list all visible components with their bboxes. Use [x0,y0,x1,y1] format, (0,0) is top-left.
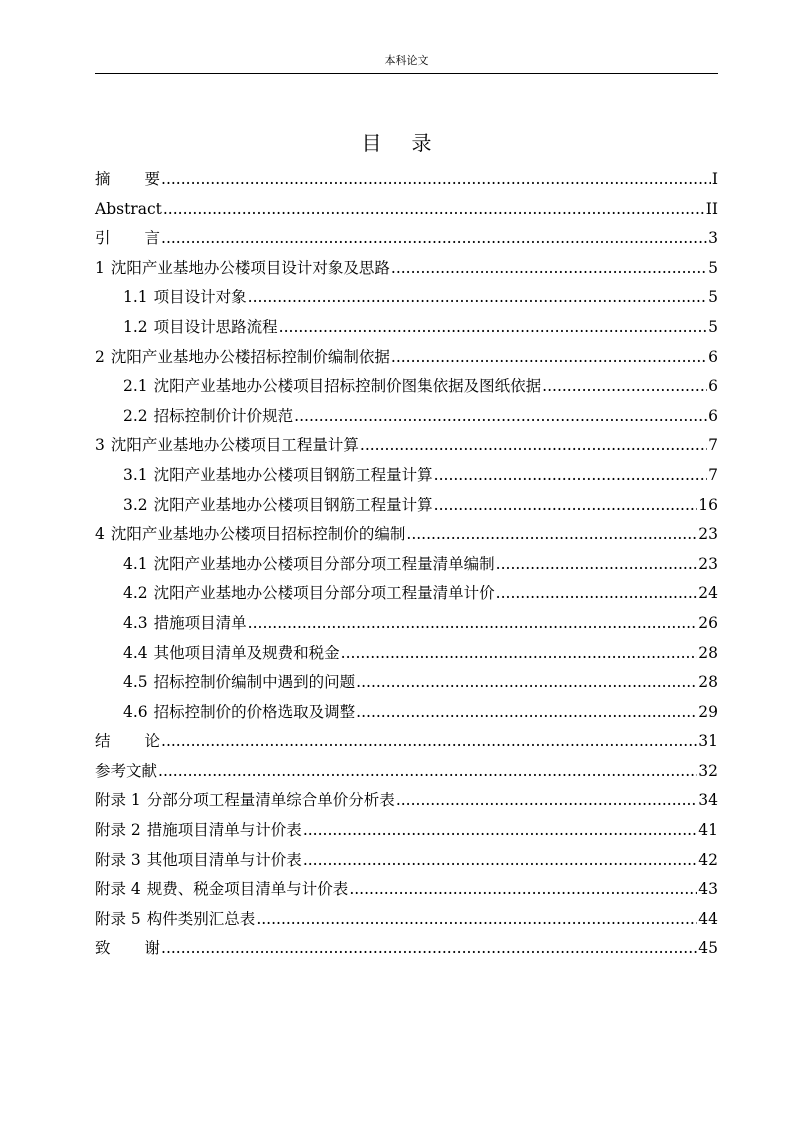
toc-entry-number: 附录 4 [95,880,141,899]
toc-entry-number: 附录 1 [95,791,141,810]
toc-entry[interactable] [95,550,718,580]
toc-entry-label [123,668,355,698]
toc-page-number: 3 [708,229,718,248]
toc-entry-label-part: 论 [144,732,161,751]
toc-entry-text: 项目设计思路流程 [153,317,278,336]
toc-leader-dots [542,372,707,402]
toc-leader-dots [303,846,697,876]
toc-entry-label [95,195,162,225]
toc-page-number: II [705,199,718,218]
toc-entry-label-part: 致 [95,939,111,958]
toc-leader-dots [496,550,698,580]
toc-leader-dots [356,698,697,728]
toc-entry-label [123,579,495,609]
toc-page-number: 24 [698,584,718,603]
toc-entry[interactable] [95,224,718,254]
toc-entry-text: 其他项目清单及规费和税金 [153,643,340,662]
toc-entry-text: 分部分项工程量清单综合单价分析表 [146,791,395,810]
table-of-contents [95,165,718,964]
toc-title: 目录 [361,131,462,155]
toc-entry-label [95,786,395,816]
toc-page-number: 6 [708,377,718,396]
toc-entry-text: 沈阳产业基地办公楼项目招标控制价图集依据及图纸依据 [153,377,542,396]
toc-entry-text: 沈阳产业基地办公楼项目设计对象及思路 [110,258,390,277]
toc-entry-number: 3.1 [123,465,148,484]
toc-page-number: 5 [708,288,718,307]
toc-entry-label [123,283,247,313]
toc-leader-dots [158,757,697,787]
toc-entry[interactable] [95,195,718,225]
toc-entry[interactable] [95,934,718,964]
toc-entry[interactable] [95,372,718,402]
toc-entry-label [95,431,359,461]
toc-page-number: 7 [708,465,718,484]
toc-entry[interactable] [95,313,718,343]
toc-entry[interactable] [95,816,718,846]
toc-leader-dots [496,579,698,609]
toc-leader-dots [279,313,707,343]
toc-entry-label [95,846,302,876]
toc-leader-dots [406,520,697,550]
toc-entry-label [123,639,340,669]
toc-entry-text: 沈阳产业基地办公楼项目钢筋工程量计算 [153,495,433,514]
toc-leader-dots [163,195,705,225]
toc-entry-label [95,816,302,846]
toc-entry-label [123,461,433,491]
toc-entry[interactable] [95,698,718,728]
toc-entry[interactable] [95,875,718,905]
toc-page-number: I [711,170,718,188]
toc-entry-label [123,313,278,343]
toc-entry-label-part: 摘 [95,170,111,188]
toc-entry-number: 4 [95,525,105,544]
toc-leader-dots [161,224,707,254]
toc-entry-number: 1.1 [123,288,148,307]
toc-entry-label [123,698,355,728]
toc-entry[interactable] [95,461,718,491]
toc-leader-dots [360,431,707,461]
toc-leader-dots [341,639,698,669]
toc-entry-label-part: 结 [95,732,111,751]
toc-entry-number: 3.2 [123,495,148,514]
toc-entry[interactable] [95,165,718,195]
toc-entry[interactable] [95,520,718,550]
toc-page-number: 31 [698,732,718,751]
toc-entry-label [95,343,390,373]
toc-entry[interactable] [95,431,718,461]
toc-page-number: 43 [698,880,718,899]
toc-page-number: 7 [708,436,718,455]
toc-entry-label [95,224,160,254]
toc-entry-text: 沈阳产业基地办公楼项目钢筋工程量计算 [153,465,433,484]
toc-entry-text: Abstract [95,199,162,218]
toc-entry[interactable] [95,283,718,313]
toc-page-number: 28 [698,673,718,692]
toc-entry-number: 1.2 [123,317,148,336]
toc-entry-label [95,254,390,284]
header-rule [95,73,718,74]
toc-page-number: 28 [698,643,718,662]
toc-entry-number: 4.2 [123,584,148,603]
toc-entry-label [95,520,405,550]
toc-entry-label [95,875,348,905]
toc-entry-label-part: 谢 [144,939,161,958]
toc-entry[interactable] [95,727,718,757]
toc-entry[interactable] [95,402,718,432]
toc-entry-number: 附录 5 [95,909,141,928]
toc-entry-text: 招标控制价的价格选取及调整 [153,702,356,721]
toc-leader-dots [434,461,707,491]
toc-page-number: 23 [698,525,718,544]
toc-entry[interactable] [95,639,718,669]
toc-entry-text: 构件类别汇总表 [146,909,256,928]
toc-entry-number: 4.5 [123,673,148,692]
toc-entry-label [123,402,293,432]
toc-entry[interactable] [95,343,718,373]
toc-entry[interactable] [95,579,718,609]
toc-leader-dots [391,254,707,284]
toc-page-number: 5 [708,317,718,336]
toc-entry-text: 沈阳产业基地办公楼项目分部分项工程量清单编制 [153,554,495,573]
toc-page-number: 6 [708,406,718,425]
toc-entry-label [123,550,495,580]
toc-page-number: 29 [698,702,718,721]
toc-page-number: 32 [698,761,718,780]
toc-page-number: 42 [698,850,718,869]
toc-page-number: 44 [698,909,718,928]
toc-entry[interactable] [95,905,718,935]
toc-entry-label [123,372,541,402]
toc-leader-dots [161,727,697,757]
toc-page-number: 41 [698,821,718,840]
toc-page-number: 16 [698,495,718,514]
toc-entry[interactable] [95,491,718,521]
toc-entry[interactable] [95,846,718,876]
running-header: 本科论文 [384,54,429,67]
toc-entry-number: 附录 3 [95,850,141,869]
toc-entry-label-part: 要 [144,170,161,188]
toc-entry-text: 沈阳产业基地办公楼项目分部分项工程量清单计价 [153,584,495,603]
toc-entry-label [95,905,255,935]
toc-entry-number: 1 [95,258,105,277]
toc-entry-text: 措施项目清单与计价表 [146,821,302,840]
toc-leader-dots [248,283,707,313]
toc-entry-label [123,491,433,521]
toc-leader-dots [391,343,707,373]
toc-entry-number: 附录 2 [95,821,141,840]
toc-entry-label [95,727,160,757]
toc-entry-text: 项目设计对象 [153,288,247,307]
toc-leader-dots [256,905,697,935]
toc-leader-dots [434,491,698,521]
toc-page-number: 45 [698,939,718,958]
toc-leader-dots [396,786,697,816]
toc-entry-label [95,934,160,964]
toc-entry-number: 4.3 [123,613,148,632]
toc-entry-label-part: 引 [95,229,111,248]
toc-leader-dots [248,609,698,639]
toc-page-number: 34 [698,791,718,810]
toc-entry-number: 4.1 [123,554,148,573]
toc-page-number: 23 [698,554,718,573]
toc-entry[interactable] [95,254,718,284]
toc-entry-text: 招标控制价编制中遇到的问题 [153,673,356,692]
toc-entry-text: 规费、税金项目清单与计价表 [146,880,349,899]
toc-leader-dots [349,875,697,905]
toc-entry-number: 2.1 [123,377,148,396]
toc-entry-text: 措施项目清单 [153,613,247,632]
toc-page-number: 26 [698,613,718,632]
toc-leader-dots [303,816,697,846]
toc-entry[interactable] [95,609,718,639]
toc-entry-number: 4.4 [123,643,148,662]
toc-leader-dots [356,668,697,698]
toc-entry-text: 参考文献 [95,761,158,780]
toc-leader-dots [161,934,697,964]
toc-leader-dots [294,402,707,432]
toc-leader-dots [161,165,711,195]
toc-page-number: 5 [708,258,718,277]
toc-entry-text: 沈阳产业基地办公楼招标控制价编制依据 [110,347,390,366]
toc-entry-label [95,757,157,787]
toc-page-number: 6 [708,347,718,366]
toc-entry-label [95,165,160,195]
toc-entry-number: 2 [95,347,105,366]
toc-entry-number: 3 [95,436,105,455]
toc-entry-number: 4.6 [123,702,148,721]
toc-entry-text: 沈阳产业基地办公楼项目招标控制价的编制 [110,525,406,544]
toc-entry[interactable] [95,757,718,787]
toc-entry[interactable] [95,786,718,816]
toc-entry-number: 2.2 [123,406,148,425]
toc-entry-text: 其他项目清单与计价表 [146,850,302,869]
toc-entry-label-part: 言 [144,229,161,248]
toc-entry[interactable] [95,668,718,698]
toc-entry-text: 招标控制价计价规范 [153,406,294,425]
toc-entry-label [123,609,247,639]
toc-entry-text: 沈阳产业基地办公楼项目工程量计算 [110,436,359,455]
